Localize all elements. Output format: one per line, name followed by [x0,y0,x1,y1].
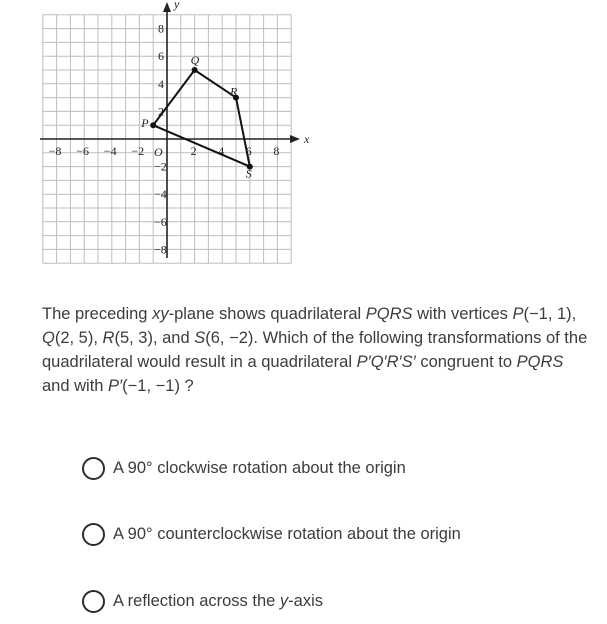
choice-label: A reflection across the y-axis [113,591,324,610]
x-axis-arrow [290,135,300,143]
choice-option-1[interactable] [82,451,406,485]
vertex-p-point [150,122,156,128]
question-text: The preceding xy-plane shows quadrilateral PQRS with vertices P(−1, 1), Q(2, 5), R(5, 3), and S(6, −2). Which of the following transformations of the quadrilateral would result in a quadrilateral P′Q′R′S′ congruent to PQRS and with P′(−1, −1) ? [42,305,588,395]
y-tick-label: 6 [158,49,164,64]
y-tick-label: 2 [158,104,164,119]
coordinate-plane [0,0,330,270]
vertex-q-label: Q [190,53,200,67]
y-tick-label: 8 [158,21,164,36]
x-tick-label: 2 [190,144,197,158]
choice-label: A 90° clockwise rotation about the origin [113,458,406,477]
x-tick-label: 4 [218,144,225,158]
y-axis-label: y [174,0,180,11]
x-tick-label: −6 [76,144,89,158]
axes [40,2,300,258]
origin-label: O [154,145,163,159]
choice-label: A 90° counterclockwise rotation about the origin [113,524,461,543]
y-tick-label: 4 [158,76,164,91]
radio-button[interactable] [82,590,105,613]
y-axis-arrow [163,2,171,12]
x-tick-label: −2 [131,144,145,158]
vertex-p-label: P [141,116,149,131]
x-tick-label: −8 [48,144,62,158]
y-tick-label: −8 [154,242,167,257]
choice-option-3[interactable] [82,584,323,618]
vertex-s-label: S [245,166,252,181]
y-tick-label: −2 [154,159,167,174]
radio-button[interactable] [82,523,105,546]
vertex-r-label: R [230,84,238,99]
radio-button[interactable] [82,457,105,480]
vertex-q-point [192,67,198,73]
x-axis-label: x [304,132,310,146]
x-tick-label: 8 [273,144,280,158]
x-tick-label: −4 [103,144,117,158]
y-tick-label: −6 [154,214,167,229]
x-tick-label: 6 [245,144,252,158]
choice-option-2[interactable] [82,517,461,551]
y-tick-label: −4 [154,187,167,202]
